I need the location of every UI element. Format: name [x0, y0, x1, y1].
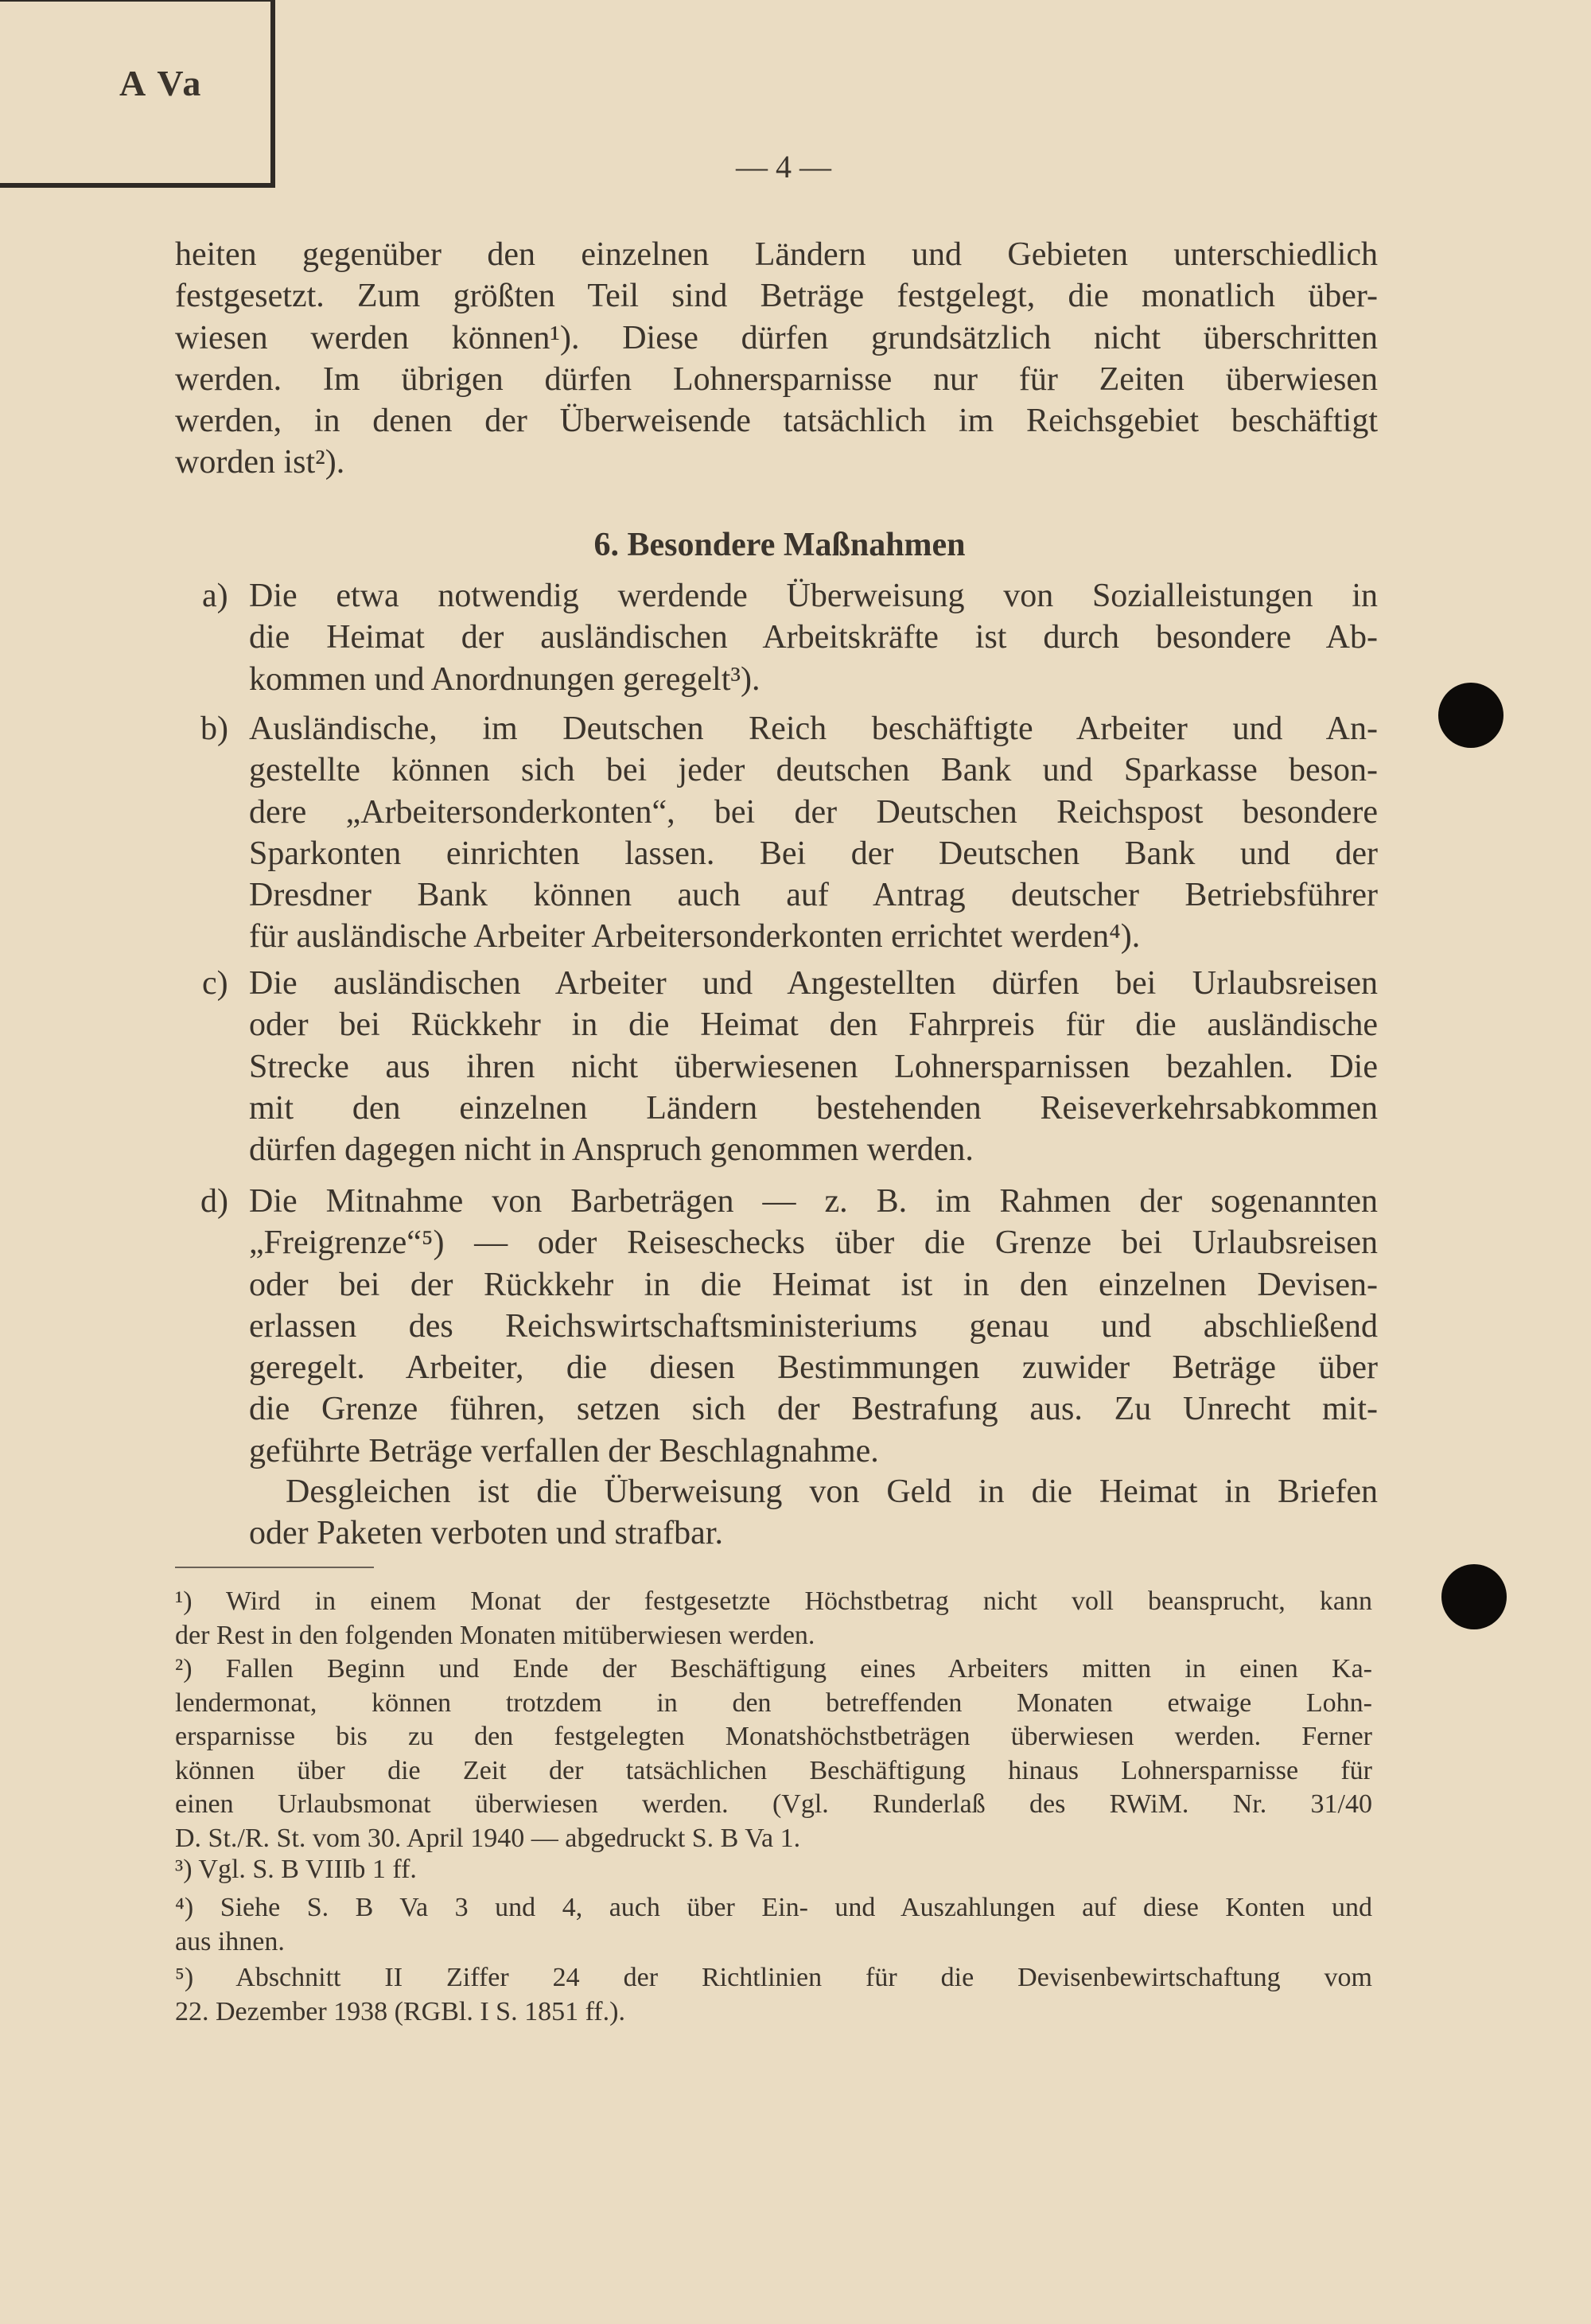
- footnote-2: [175, 1652, 1372, 1855]
- footnote-3: [175, 1853, 1372, 1887]
- text-line: ¹) Wird in einem Monat der festgesetzte Höchstbetrag nicht voll beansprucht, kann: [175, 1586, 1372, 1616]
- text-line: für ausländische Arbeiter Arbeitersonderkonten errichtet werden⁴).: [249, 918, 1141, 956]
- text-line: werden, in denen der Überweisende tatsächlich im Reichsgebiet beschäftigt: [175, 403, 1378, 440]
- text-line: Ausländische, im Deutschen Reich beschäftigte Arbeiter und An-: [249, 710, 1378, 747]
- text-line: lendermonat, können trotzdem in den betreffenden Monaten etwaige Lohn-: [175, 1688, 1372, 1718]
- text-line: werden. Im übrigen dürfen Lohnersparnisse nur für Zeiten überwiesen: [175, 360, 1378, 398]
- text-line: Die etwa notwendig werdende Überweisung von Sozialleistungen in: [249, 578, 1378, 614]
- text-line: die Heimat der ausländischen Arbeitskräfte ist durch besondere Ab-: [249, 619, 1378, 656]
- text-line: oder bei Rückkehr in die Heimat den Fahrpreis für die ausländische: [249, 1006, 1378, 1044]
- footnote-rule: [175, 1567, 374, 1568]
- closing-paragraph: [249, 1471, 1378, 1555]
- item-d-text: [249, 1181, 1378, 1472]
- text-line: dürfen dagegen nicht in Anspruch genommen werden.: [249, 1131, 974, 1169]
- text-line: können über die Zeit der tatsächlichen Beschäftigung hinaus Lohnersparnisse für: [175, 1755, 1372, 1785]
- text-line: Die Mitnahme von Barbeträgen — z. B. im Rahmen der sogenannten: [249, 1183, 1378, 1220]
- text-line: heiten gegenüber den einzelnen Ländern und Gebieten unterschiedlich: [175, 236, 1378, 273]
- text-line: 22. Dezember 1938 (RGBl. I S. 1851 ff.).: [175, 1996, 625, 2026]
- text-line: D. St./R. St. vom 30. April 1940 — abgedruckt S. B Va 1.: [175, 1823, 801, 1853]
- text-line: geregelt. Arbeiter, die diesen Bestimmungen zuwider Beträge über: [249, 1349, 1378, 1387]
- text-line: festgesetzt. Zum größten Teil sind Beträge festgelegt, die monatlich über-: [175, 278, 1378, 315]
- section-heading: 6. Besondere Maßnahmen: [593, 527, 966, 563]
- text-line: „Freigrenze“⁵) — oder Reiseschecks über die Grenze bei Urlaubsreisen: [249, 1224, 1378, 1262]
- footnote-4: [175, 1891, 1372, 1959]
- text-line: Desgleichen ist die Überweisung von Geld in die Heimat in Briefen: [286, 1473, 1378, 1510]
- text-line: geführte Beträge verfallen der Beschlagnahme.: [249, 1432, 879, 1470]
- text-line: gestellte können sich bei jeder deutschen Bank und Sparkasse beson-: [249, 752, 1378, 789]
- text-line: ⁵) Abschnitt II Ziffer 24 der Richtlinien für die Devisenbewirtschaftung vom: [175, 1963, 1372, 1992]
- text-line: ²) Fallen Beginn und Ende der Beschäftigung eines Arbeiters mitten in einen Ka-: [175, 1654, 1372, 1684]
- text-line: Dresdner Bank können auch auf Antrag deutscher Betriebsführer: [249, 877, 1378, 914]
- text-line: dere „Arbeitersonderkonten“, bei der Deutschen Reichspost besondere: [249, 793, 1378, 831]
- text-line: ⁴) Siehe S. B Va 3 und 4, auch über Ein- und Auszahlungen auf diese Konten und: [175, 1893, 1372, 1922]
- page-number: — 4 —: [736, 149, 831, 185]
- punch-hole: [1441, 1564, 1507, 1629]
- intro-paragraph: [175, 234, 1378, 484]
- text-line: ersparnisse bis zu den festgelegten Monatshöchstbeträgen überwiesen werden. Ferner: [175, 1722, 1372, 1751]
- text-line: die Grenze führen, setzen sich der Bestrafung aus. Zu Unrecht mit-: [249, 1391, 1378, 1428]
- text-line: oder Paketen verboten und strafbar.: [249, 1515, 723, 1552]
- item-b-text: [249, 708, 1378, 958]
- text-line: wiesen werden können¹). Diese dürfen grundsätzlich nicht überschritten: [175, 319, 1378, 356]
- item-label-b: b): [200, 710, 228, 747]
- item-a-text: [249, 575, 1378, 700]
- text-line: worden ist²).: [175, 444, 345, 481]
- punch-hole: [1438, 683, 1503, 748]
- text-line: oder bei der Rückkehr in die Heimat ist in den einzelnen Devisen-: [249, 1266, 1378, 1303]
- item-c-text: [249, 963, 1378, 1170]
- text-line: Strecke aus ihren nicht überwiesenen Lohnersparnissen bezahlen. Die: [249, 1048, 1378, 1085]
- text-line: Die ausländischen Arbeiter und Angestellten dürfen bei Urlaubsreisen: [249, 965, 1378, 1002]
- text-line: mit den einzelnen Ländern bestehenden Reiseverkehrsabkommen: [249, 1089, 1378, 1127]
- text-line: einen Urlaubsmonat überwiesen werden. (Vgl. Runderlaß des RWiM. Nr. 31/40: [175, 1789, 1372, 1819]
- text-line: ³) Vgl. S. B VIIIb 1 ff.: [175, 1855, 417, 1884]
- text-line: kommen und Anordnungen geregelt³).: [249, 660, 760, 698]
- text-line: Sparkonten einrichten lassen. Bei der Deutschen Bank und der: [249, 835, 1378, 872]
- text-line: der Rest in den folgenden Monaten mitüberwiesen werden.: [175, 1620, 815, 1650]
- footnote-5: [175, 1961, 1372, 2029]
- footnote-1: [175, 1585, 1372, 1652]
- item-label-d: d): [200, 1183, 228, 1220]
- item-label-a: a): [202, 578, 228, 614]
- text-line: erlassen des Reichswirtschaftsministeriums genau und abschließend: [249, 1307, 1378, 1345]
- section-code: A Va: [119, 63, 204, 103]
- text-line: aus ihnen.: [175, 1926, 285, 1956]
- item-label-c: c): [202, 965, 228, 1002]
